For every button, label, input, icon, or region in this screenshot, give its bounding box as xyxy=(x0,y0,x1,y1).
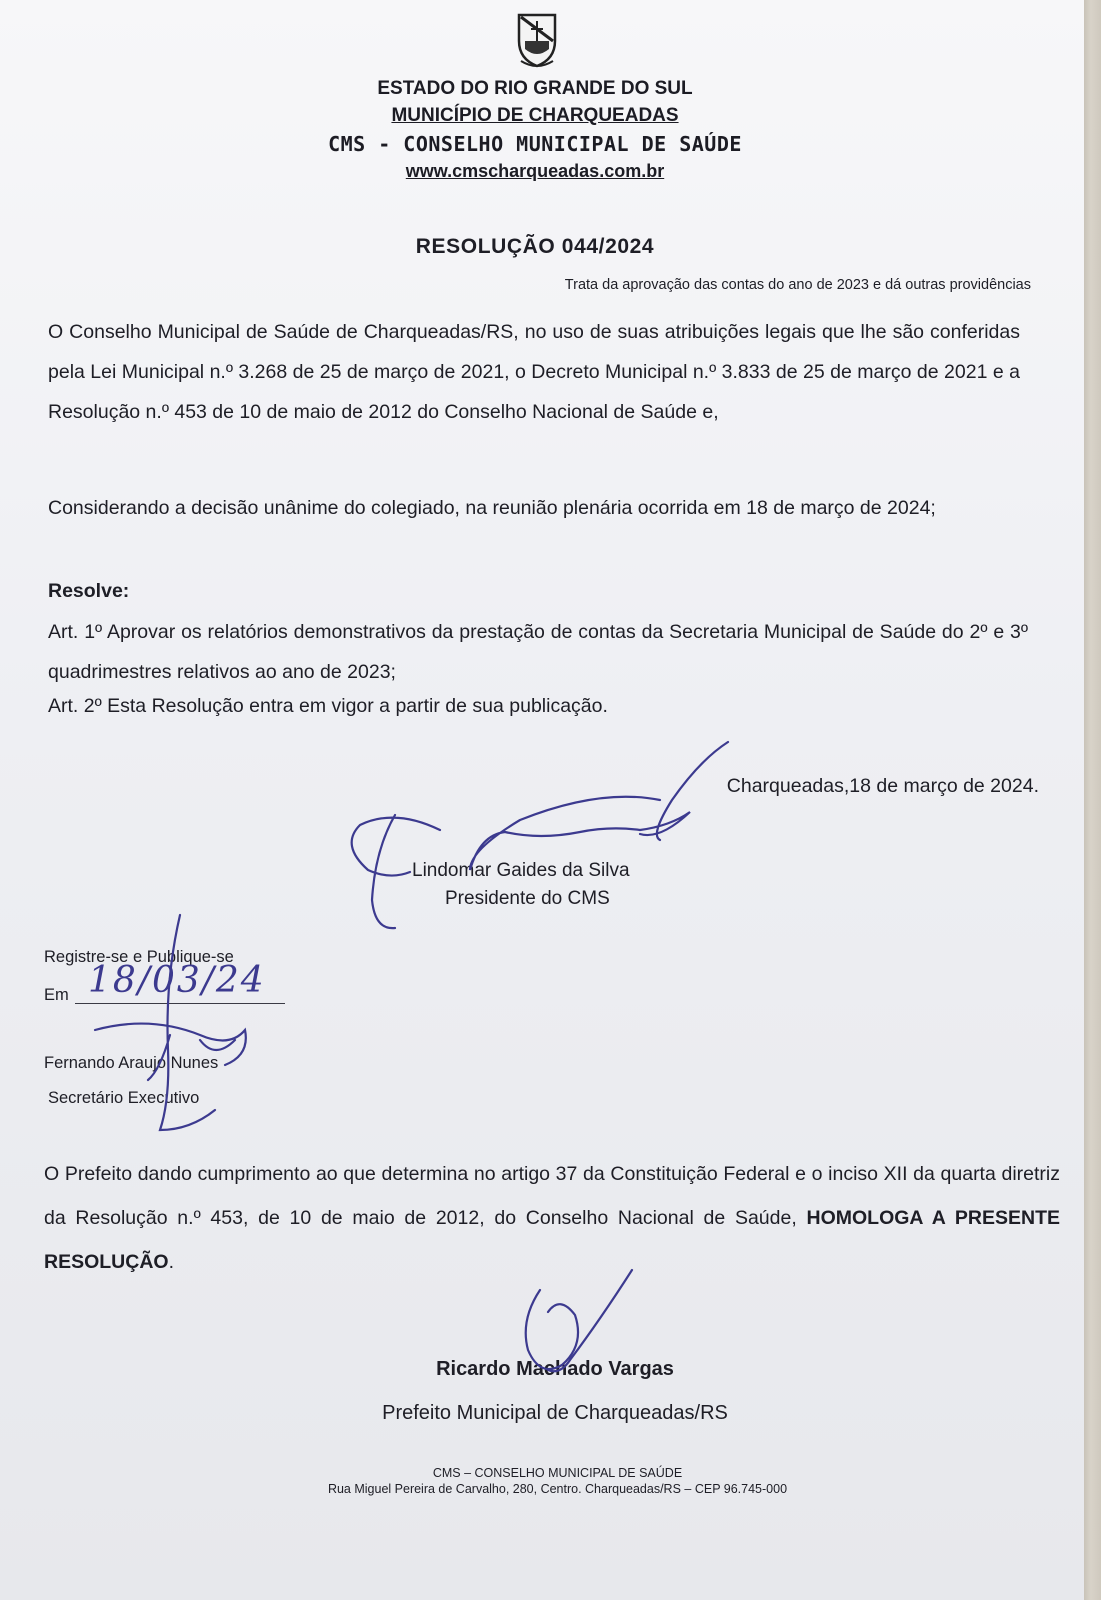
considering-paragraph: Considerando a decisão unânime do colegiado, na reunião plenária ocorrida em 18 de março de 2024; xyxy=(48,497,936,519)
place-date: Charqueadas,18 de março de 2024. xyxy=(726,775,1039,797)
article-2: Art. 2º Esta Resolução entra em vigor a partir de sua publicação. xyxy=(48,695,608,717)
preamble-paragraph: O Conselho Municipal de Saúde de Charqueadas/RS, no uso de suas atribuições legais que lhe são conferidas pela Lei Municipal n.º 3.268 de 25 de março de 2021, o Decreto Municipal n.º 3.833 de 25 de março de 2021 e a Resolução n.º 453 de 10 de maio de 2012 do Conselho Nacional de Saúde e, xyxy=(48,321,1020,423)
president-name: Lindomar Gaides da Silva xyxy=(412,860,630,881)
homologation-text: O Prefeito dando cumprimento ao que determina no artigo 37 da Constituição Federal e o inciso XII da quarta diretriz da Resolução n.º 453, de 10 de maio de 2012, do Conselho Nacional de Saúde, xyxy=(44,1163,1060,1229)
municipal-crest-icon xyxy=(515,11,559,69)
secretary-role: Secretário Executivo xyxy=(48,1089,200,1107)
resolution-title: RESOLUÇÃO 044/2024 xyxy=(415,235,655,258)
website-link[interactable]: www.cmscharqueadas.com.br xyxy=(405,161,665,181)
council-heading: CMS - CONSELHO MUNICIPAL DE SAÚDE xyxy=(328,132,742,156)
president-role: Presidente do CMS xyxy=(445,888,610,909)
mayor-name: Ricardo Machado Vargas xyxy=(436,1358,674,1380)
homologation-paragraph xyxy=(44,1152,1060,1284)
footer-council: CMS – CONSELHO MUNICIPAL DE SAÚDE xyxy=(432,1466,683,1480)
secretary-name: Fernando Araujo Nunes xyxy=(44,1054,219,1072)
resolves-label: Resolve: xyxy=(48,580,130,602)
registration-label: Registre-se e Publique-se xyxy=(44,948,234,966)
homologation-emphasis: HOMOLOGA A PRESENTE RESOLUÇÃO xyxy=(44,1207,1060,1273)
homologation-end: . xyxy=(168,1251,175,1273)
mayor-role: Prefeito Municipal de Charqueadas/RS xyxy=(382,1402,728,1424)
municipality-heading: MUNICÍPIO DE CHARQUEADAS xyxy=(391,105,679,126)
date-label: Em xyxy=(44,986,69,1004)
handwritten-date: 18/03/24 xyxy=(88,960,266,1001)
article-1: Art. 1º Aprovar os relatórios demonstrativos da prestação de contas da Secretaria Municipal de Saúde do 2º e 3º quadrimestres relativos ao ano de 2023; xyxy=(48,621,1028,683)
resolution-subject: Trata da aprovação das contas do ano de 2023 e dá outras providências xyxy=(564,277,1031,293)
date-line xyxy=(75,1003,285,1004)
footer-address: Rua Miguel Pereira de Carvalho, 280, Centro. Charqueadas/RS – CEP 96.745-000 xyxy=(327,1482,788,1496)
state-heading: ESTADO DO RIO GRANDE DO SUL xyxy=(377,78,693,99)
